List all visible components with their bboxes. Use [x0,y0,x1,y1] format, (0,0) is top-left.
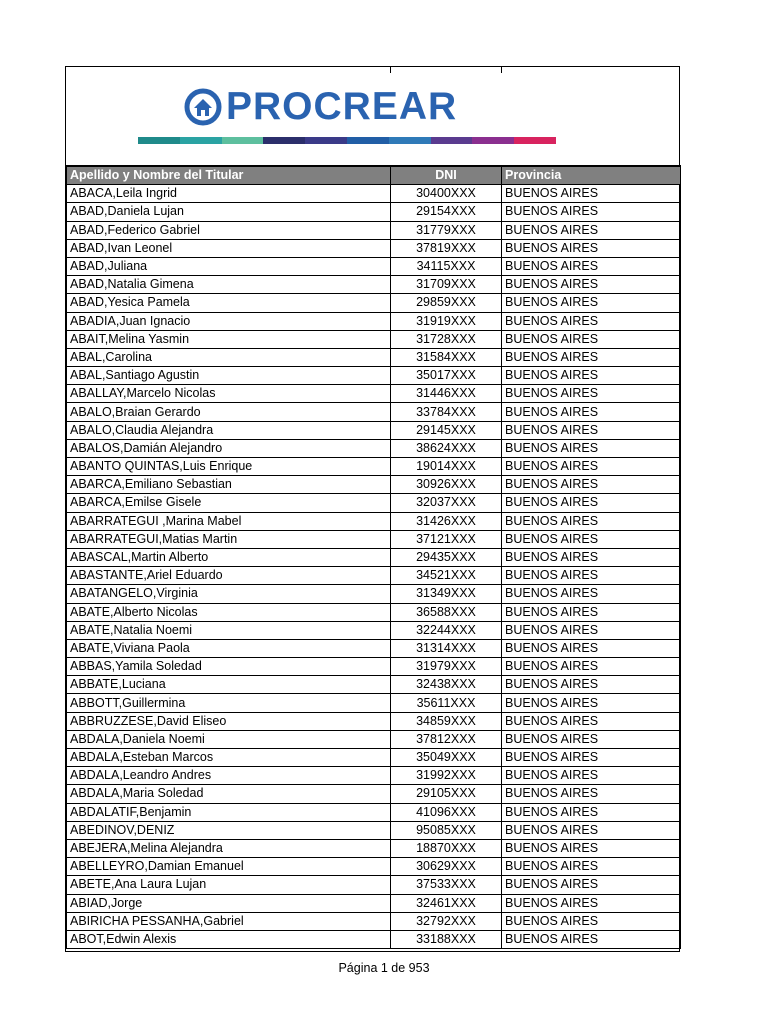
cell-provincia: BUENOS AIRES [502,785,681,803]
table-row [67,439,681,457]
table-row [67,585,681,603]
procrear-logo [184,87,457,127]
table-row [67,767,681,785]
cell-name: ABIAD,Jorge [67,894,391,912]
cell-name: ABETE,Ana Laura Lujan [67,876,391,894]
cell-name: ABOT,Edwin Alexis [67,930,391,948]
cell-provincia: BUENOS AIRES [502,749,681,767]
cell-dni: 31446XXX [391,385,502,403]
header-name: Apellido y Nombre del Titular [67,166,391,185]
cell-name: ABEDINOV,DENIZ [67,821,391,839]
cell-provincia: BUENOS AIRES [502,458,681,476]
stripe-segment [222,137,264,144]
table-row [67,367,681,385]
cell-provincia: BUENOS AIRES [502,439,681,457]
stripe-segment [431,137,473,144]
cell-name: ABALO,Braian Gerardo [67,403,391,421]
cell-dni: 19014XXX [391,458,502,476]
cell-provincia: BUENOS AIRES [502,621,681,639]
cell-dni: 34859XXX [391,712,502,730]
cell-dni: 32792XXX [391,912,502,930]
cell-provincia: BUENOS AIRES [502,367,681,385]
cell-dni: 38624XXX [391,439,502,457]
cell-dni: 29105XXX [391,785,502,803]
column-tick [501,67,502,73]
cell-provincia: BUENOS AIRES [502,512,681,530]
cell-name: ABATE,Viviana Paola [67,639,391,657]
cell-name: ABATANGELO,Virginia [67,585,391,603]
cell-dni: 29435XXX [391,548,502,566]
cell-provincia: BUENOS AIRES [502,312,681,330]
cell-name: ABARCA,Emilse Gisele [67,494,391,512]
table-row [67,548,681,566]
cell-dni: 29145XXX [391,421,502,439]
table-row [67,221,681,239]
table-row [67,621,681,639]
cell-name: ABAD,Juliana [67,257,391,275]
cell-name: ABALLAY,Marcelo Nicolas [67,385,391,403]
cell-provincia: BUENOS AIRES [502,876,681,894]
stripe-segment [472,137,514,144]
cell-name: ABASTANTE,Ariel Eduardo [67,567,391,585]
cell-name: ABBATE,Luciana [67,676,391,694]
cell-dni: 32244XXX [391,621,502,639]
table-row [67,276,681,294]
cell-provincia: BUENOS AIRES [502,603,681,621]
cell-name: ABAIT,Melina Yasmin [67,330,391,348]
stripe-segment [138,137,180,144]
cell-dni: 37812XXX [391,730,502,748]
cell-provincia: BUENOS AIRES [502,530,681,548]
cell-name: ABBAS,Yamila Soledad [67,658,391,676]
cell-provincia: BUENOS AIRES [502,185,681,203]
cell-name: ABEJERA,Melina Alejandra [67,839,391,857]
cell-name: ABASCAL,Martin Alberto [67,548,391,566]
cell-provincia: BUENOS AIRES [502,257,681,275]
cell-provincia: BUENOS AIRES [502,567,681,585]
table-row [67,203,681,221]
table-row [67,876,681,894]
cell-dni: 31349XXX [391,585,502,603]
table-row [67,658,681,676]
cell-dni: 33188XXX [391,930,502,948]
cell-name: ABAL,Santiago Agustin [67,367,391,385]
cell-dni: 35611XXX [391,694,502,712]
cell-name: ABATE,Natalia Noemi [67,621,391,639]
cell-dni: 37533XXX [391,876,502,894]
cell-name: ABBRUZZESE,David Eliseo [67,712,391,730]
cell-name: ABDALA,Leandro Andres [67,767,391,785]
cell-provincia: BUENOS AIRES [502,276,681,294]
stripe-segment [347,137,389,144]
cell-dni: 32438XXX [391,676,502,694]
table-row [67,603,681,621]
cell-dni: 37121XXX [391,530,502,548]
cell-dni: 32461XXX [391,894,502,912]
table-row [67,785,681,803]
cell-provincia: BUENOS AIRES [502,803,681,821]
table-row [67,839,681,857]
header-provincia: Provincia [502,166,681,185]
cell-dni: 35049XXX [391,749,502,767]
table-row [67,821,681,839]
table-header-row [67,166,681,185]
cell-provincia: BUENOS AIRES [502,894,681,912]
cell-dni: 30926XXX [391,476,502,494]
stripe-segment [263,137,305,144]
cell-dni: 31728XXX [391,330,502,348]
cell-provincia: BUENOS AIRES [502,221,681,239]
cell-dni: 31584XXX [391,348,502,366]
cell-dni: 31779XXX [391,221,502,239]
cell-dni: 30629XXX [391,858,502,876]
cell-provincia: BUENOS AIRES [502,912,681,930]
cell-provincia: BUENOS AIRES [502,712,681,730]
column-tick [390,67,391,73]
cell-provincia: BUENOS AIRES [502,330,681,348]
table-row [67,294,681,312]
cell-provincia: BUENOS AIRES [502,658,681,676]
table-row [67,694,681,712]
cell-provincia: BUENOS AIRES [502,730,681,748]
cell-dni: 37819XXX [391,239,502,257]
cell-provincia: BUENOS AIRES [502,639,681,657]
cell-name: ABAD,Daniela Lujan [67,203,391,221]
cell-name: ABACA,Leila Ingrid [67,185,391,203]
cell-provincia: BUENOS AIRES [502,494,681,512]
cell-provincia: BUENOS AIRES [502,203,681,221]
header-dni: DNI [391,166,502,185]
cell-dni: 32037XXX [391,494,502,512]
cell-name: ABDALA,Maria Soledad [67,785,391,803]
cell-dni: 34115XXX [391,257,502,275]
page-number: Página 1 de 953 [338,961,430,975]
cell-name: ABAD,Natalia Gimena [67,276,391,294]
cell-provincia: BUENOS AIRES [502,403,681,421]
cell-dni: 41096XXX [391,803,502,821]
cell-dni: 29859XXX [391,294,502,312]
cell-dni: 34521XXX [391,567,502,585]
cell-name: ABAD,Federico Gabriel [67,221,391,239]
cell-name: ABALO,Claudia Alejandra [67,421,391,439]
cell-provincia: BUENOS AIRES [502,348,681,366]
cell-name: ABARRATEGUI,Matias Martin [67,530,391,548]
table-row [67,530,681,548]
cell-provincia: BUENOS AIRES [502,694,681,712]
cell-name: ABBOTT,Guillermina [67,694,391,712]
cell-name: ABDALA,Daniela Noemi [67,730,391,748]
table-row [67,458,681,476]
stripe-segment [389,137,431,144]
table-row [67,476,681,494]
cell-name: ABAD,Ivan Leonel [67,239,391,257]
table-row [67,257,681,275]
cell-name: ABADIA,Juan Ignacio [67,312,391,330]
cell-name: ABDALATIF,Benjamin [67,803,391,821]
cell-name: ABARCA,Emiliano Sebastian [67,476,391,494]
cell-dni: 35017XXX [391,367,502,385]
table-row [67,330,681,348]
cell-provincia: BUENOS AIRES [502,239,681,257]
cell-dni: 31979XXX [391,658,502,676]
cell-provincia: BUENOS AIRES [502,385,681,403]
cell-dni: 18870XXX [391,839,502,857]
cell-dni: 31426XXX [391,512,502,530]
cell-name: ABATE,Alberto Nicolas [67,603,391,621]
cell-name: ABAD,Yesica Pamela [67,294,391,312]
cell-provincia: BUENOS AIRES [502,476,681,494]
table-row [67,803,681,821]
cell-provincia: BUENOS AIRES [502,585,681,603]
cell-dni: 95085XXX [391,821,502,839]
logo-header [66,67,679,165]
stripe-segment [305,137,347,144]
table-row [67,239,681,257]
table-row [67,749,681,767]
cell-provincia: BUENOS AIRES [502,294,681,312]
house-icon [184,88,222,126]
cell-dni: 30400XXX [391,185,502,203]
cell-name: ABDALA,Esteban Marcos [67,749,391,767]
cell-name: ABALOS,Damián Alejandro [67,439,391,457]
logo-text: PROCREAR [226,85,458,128]
table-row [67,385,681,403]
cell-provincia: BUENOS AIRES [502,821,681,839]
cell-dni: 33784XXX [391,403,502,421]
cell-name: ABANTO QUINTAS,Luis Enrique [67,458,391,476]
table-row [67,421,681,439]
cell-provincia: BUENOS AIRES [502,858,681,876]
cell-dni: 36588XXX [391,603,502,621]
table-row [67,712,681,730]
cell-dni: 31919XXX [391,312,502,330]
table-row [67,567,681,585]
cell-name: ABELLEYRO,Damian Emanuel [67,858,391,876]
cell-provincia: BUENOS AIRES [502,839,681,857]
cell-provincia: BUENOS AIRES [502,676,681,694]
document-page [65,66,680,952]
cell-name: ABARRATEGUI ,Marina Mabel [67,512,391,530]
cell-dni: 31314XXX [391,639,502,657]
table-row [67,185,681,203]
table-row [67,403,681,421]
table-row [67,494,681,512]
cell-name: ABIRICHA PESSANHA,Gabriel [67,912,391,930]
table-row [67,348,681,366]
cell-dni: 31709XXX [391,276,502,294]
stripe-segment [180,137,222,144]
table-row [67,858,681,876]
cell-provincia: BUENOS AIRES [502,548,681,566]
cell-name: ABAL,Carolina [67,348,391,366]
table-row [67,512,681,530]
table-row [67,639,681,657]
beneficiaries-table [66,165,681,949]
table-row [67,312,681,330]
cell-provincia: BUENOS AIRES [502,767,681,785]
table-row [67,912,681,930]
logo-color-stripe [138,137,556,144]
table-row [67,730,681,748]
cell-dni: 29154XXX [391,203,502,221]
table-row [67,930,681,948]
table-row [67,676,681,694]
stripe-segment [514,137,556,144]
cell-provincia: BUENOS AIRES [502,421,681,439]
table-row [67,894,681,912]
cell-provincia: BUENOS AIRES [502,930,681,948]
cell-dni: 31992XXX [391,767,502,785]
